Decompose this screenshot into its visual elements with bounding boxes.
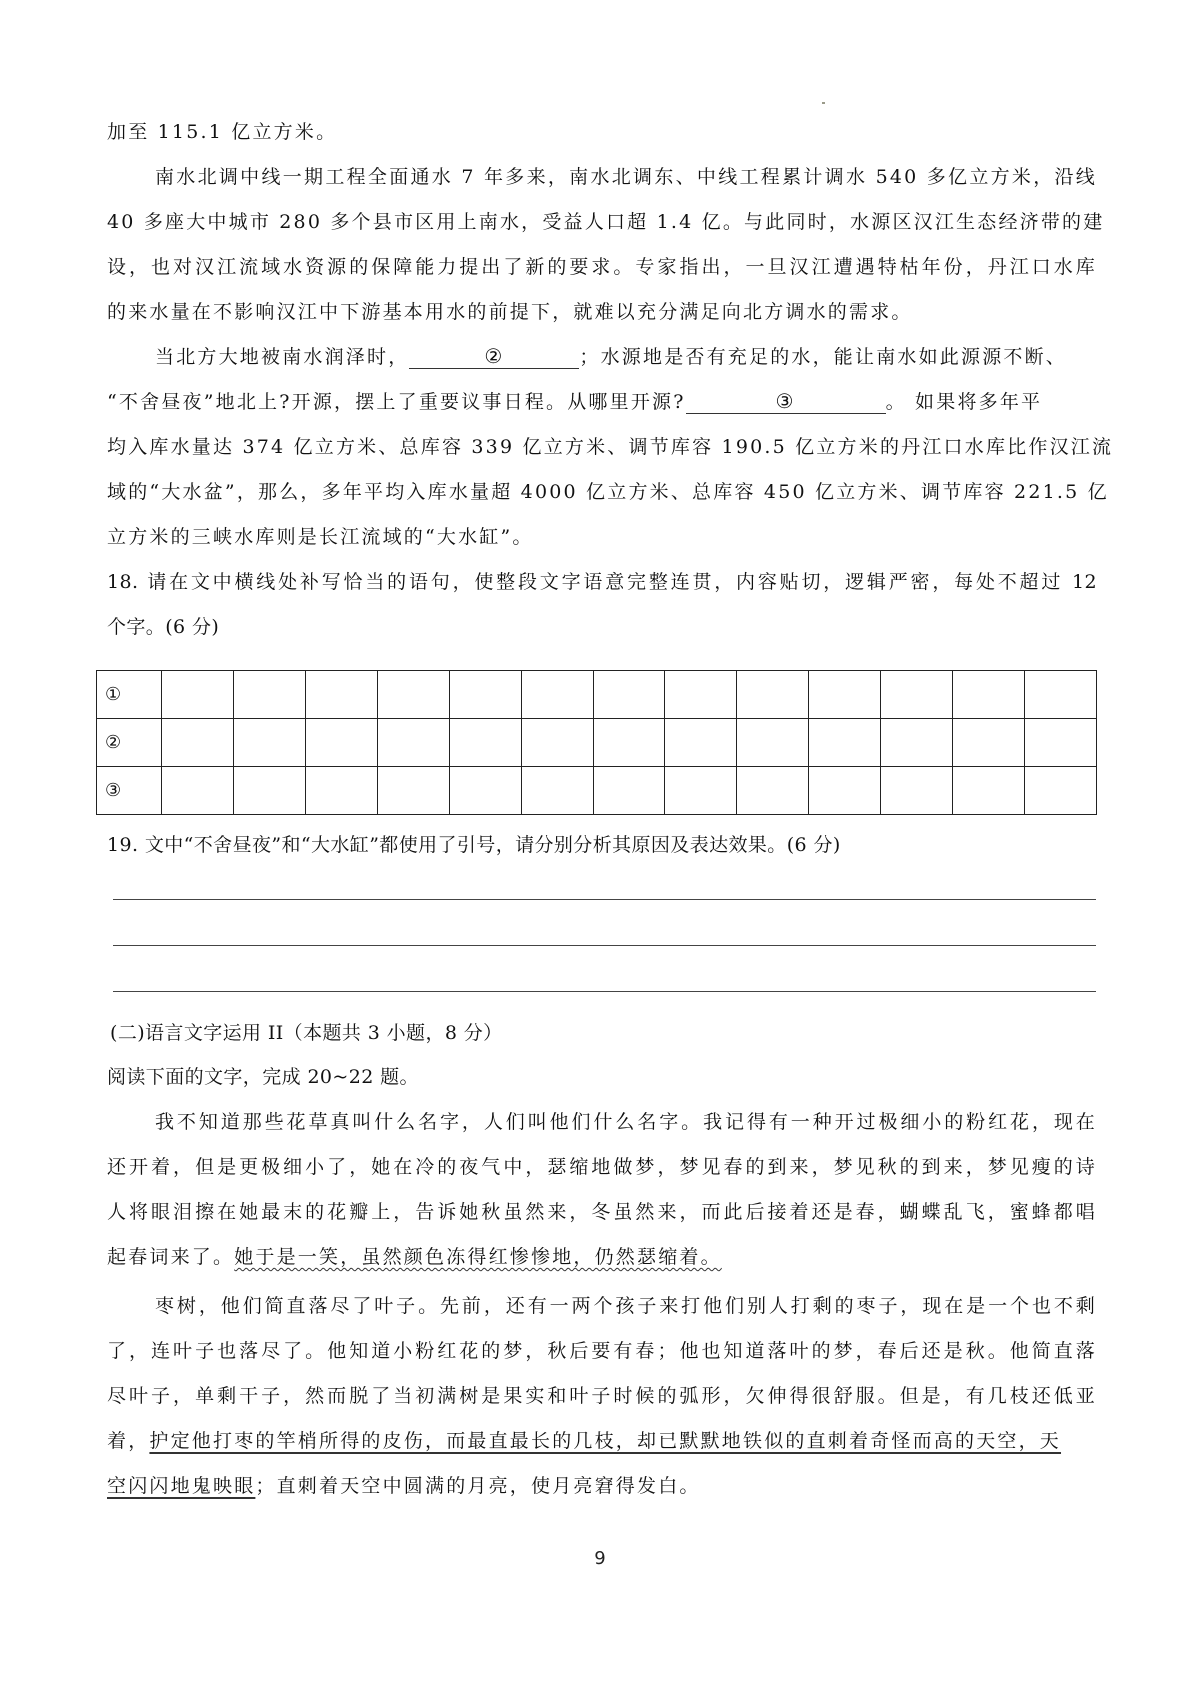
answer-line-2[interactable] bbox=[113, 945, 1096, 946]
underlined-sentence: 空闪闪地鬼映眼 bbox=[107, 1475, 256, 1497]
answer-row-1 bbox=[97, 671, 1097, 719]
answer-cell[interactable] bbox=[377, 719, 449, 767]
blank-number: ② bbox=[484, 344, 505, 368]
scan-artifact-dot bbox=[822, 102, 825, 104]
underlined-sentence: 护定他打枣的竿梢所得的皮伤，而最直最长的几枝，却已默默地铁似的直刺着奇怪而高的天空，天 bbox=[149, 1430, 1062, 1452]
answer-cell[interactable] bbox=[809, 767, 881, 815]
answer-cell[interactable] bbox=[665, 671, 737, 719]
text-segment: ；水源地是否有充足的水，能让南水如此源源不断、 bbox=[579, 346, 1068, 368]
passage-line: 的来水量在不影响汉江中下游基本用水的前提下，就难以充分满足向北方调水的需求。 bbox=[107, 301, 913, 323]
answer-cell[interactable] bbox=[233, 719, 305, 767]
answer-line-1[interactable] bbox=[113, 899, 1096, 900]
answer-cell[interactable] bbox=[665, 767, 737, 815]
answer-cell[interactable] bbox=[233, 767, 305, 815]
passage-line bbox=[107, 1427, 1097, 1455]
blank-number: ③ bbox=[775, 389, 796, 413]
text-segment: 。 如果将多年平 bbox=[885, 391, 1043, 413]
passage-line: 加至 115.1 亿立方米。 bbox=[107, 121, 338, 143]
answer-cell[interactable] bbox=[162, 719, 234, 767]
answer-cell[interactable] bbox=[881, 767, 953, 815]
answer-cell[interactable] bbox=[305, 671, 377, 719]
text-segment: 着， bbox=[107, 1430, 150, 1452]
passage-line: 我不知道那些花草真叫什么名字，人们叫他们什么名字。我记得有一种开过极细小的粉红花，现在 bbox=[155, 1111, 1097, 1133]
answer-cell[interactable] bbox=[809, 719, 881, 767]
passage-line bbox=[107, 1472, 1097, 1500]
row-label: ① bbox=[97, 671, 162, 719]
passage-line: 均入库水量达 374 亿立方米、总库容 339 亿立方米、调节库容 190.5 亿立方米的丹江口水库比作汉江流 bbox=[107, 436, 1114, 458]
answer-cell[interactable] bbox=[593, 719, 665, 767]
answer-cell[interactable] bbox=[881, 719, 953, 767]
answer-cell[interactable] bbox=[953, 767, 1025, 815]
text-segment: ；直刺着天空中圆满的月亮，使月亮窘得发白。 bbox=[255, 1475, 701, 1497]
question-18-prompt-cont: 个字。(6 分) bbox=[107, 616, 220, 638]
answer-cell[interactable] bbox=[521, 719, 593, 767]
answer-cell[interactable] bbox=[1025, 671, 1097, 719]
answer-cell[interactable] bbox=[521, 767, 593, 815]
text-segment: 当北方大地被南水润泽时， bbox=[155, 346, 410, 368]
answer-cell[interactable] bbox=[809, 671, 881, 719]
answer-cell[interactable] bbox=[305, 767, 377, 815]
question-19-prompt: 19. 文中“不舍昼夜”和“大水缸”都使用了引号，请分别分析其原因及表达效果。(6 分) bbox=[107, 834, 841, 856]
answer-cell[interactable] bbox=[665, 719, 737, 767]
passage-line: 人将眼泪擦在她最末的花瓣上，告诉她秋虽然来，冬虽然来，而此后接着还是春，蝴蝶乱飞，蜜蜂都唱 bbox=[107, 1201, 1097, 1223]
answer-cell[interactable] bbox=[953, 671, 1025, 719]
passage-line: 域的“大水盆”，那么，多年平均入库水量超 4000 亿立方米、总库容 450 亿立方米、调节库容 221.5 亿 bbox=[107, 481, 1109, 503]
answer-grid-q18 bbox=[96, 670, 1097, 815]
answer-cell[interactable] bbox=[737, 719, 809, 767]
answer-cell[interactable] bbox=[162, 671, 234, 719]
answer-cell[interactable] bbox=[449, 767, 521, 815]
passage-line-with-blank-2 bbox=[155, 343, 1097, 371]
passage-line: 还开着，但是更极细小了，她在冷的夜气中，瑟缩地做梦，梦见春的到来，梦见秋的到来，梦见瘦的诗 bbox=[107, 1156, 1097, 1178]
answer-cell[interactable] bbox=[593, 671, 665, 719]
section-heading: (二)语言文字运用 II（本题共 3 小题，8 分） bbox=[110, 1022, 503, 1044]
answer-cell[interactable] bbox=[233, 671, 305, 719]
page-number: 9 bbox=[594, 1548, 606, 1569]
answer-cell[interactable] bbox=[162, 767, 234, 815]
answer-row-3 bbox=[97, 767, 1097, 815]
passage-line: 了，连叶子也落尽了。他知道小粉红花的梦，秋后要有春；他也知道落叶的梦，春后还是秋。他简直落 bbox=[107, 1340, 1097, 1362]
passage-line: 40 多座大中城市 280 多个县市区用上南水，受益人口超 1.4 亿。与此同时，水源区汉江生态经济带的建 bbox=[107, 211, 1105, 233]
answer-cell[interactable] bbox=[521, 671, 593, 719]
wavy-underlined-sentence: 她于是一笑，虽然颜色冻得红惨惨地，仍然瑟缩着。 bbox=[234, 1246, 722, 1268]
row-label: ② bbox=[97, 719, 162, 767]
passage-line: 尽叶子，单剩干子，然而脱了当初满树是果实和叶子时候的弧形，欠伸得很舒服。但是，有几枝还低亚 bbox=[107, 1385, 1097, 1407]
answer-cell[interactable] bbox=[449, 671, 521, 719]
answer-cell[interactable] bbox=[377, 671, 449, 719]
passage-line: 南水北调中线一期工程全面通水 7 年多来，南水北调东、中线工程累计调水 540 多亿立方米，沿线 bbox=[155, 166, 1097, 188]
row-label: ③ bbox=[97, 767, 162, 815]
answer-cell[interactable] bbox=[449, 719, 521, 767]
passage-line-with-blank-3 bbox=[107, 388, 1097, 416]
answer-cell[interactable] bbox=[953, 719, 1025, 767]
answer-cell[interactable] bbox=[881, 671, 953, 719]
answer-cell[interactable] bbox=[305, 719, 377, 767]
fill-in-blank-2[interactable] bbox=[409, 345, 579, 369]
answer-row-2 bbox=[97, 719, 1097, 767]
text-segment: “不舍昼夜”地北上?开源，摆上了重要议事日程。从哪里开源? bbox=[107, 391, 686, 413]
passage-line: 立方米的三峡水库则是长江流域的“大水缸”。 bbox=[107, 526, 534, 548]
passage-line bbox=[107, 1243, 1097, 1271]
answer-cell[interactable] bbox=[737, 767, 809, 815]
answer-cell[interactable] bbox=[1025, 719, 1097, 767]
answer-cell[interactable] bbox=[737, 671, 809, 719]
fill-in-blank-3[interactable] bbox=[686, 390, 886, 414]
question-18-prompt: 18. 请在文中横线处补写恰当的语句，使整段文字语意完整连贯，内容贴切，逻辑严密，每处不超过 12 bbox=[107, 571, 1097, 593]
passage-line: 枣树，他们简直落尽了叶子。先前，还有一两个孩子来打他们别人打剩的枣子，现在是一个也不剩 bbox=[155, 1295, 1097, 1317]
answer-cell[interactable] bbox=[593, 767, 665, 815]
passage-line: 设，也对汉江流域水资源的保障能力提出了新的要求。专家指出，一旦汉江遭遇特枯年份，丹江口水库 bbox=[107, 256, 1097, 278]
answer-cell[interactable] bbox=[1025, 767, 1097, 815]
answer-line-3[interactable] bbox=[113, 991, 1096, 992]
text-segment: 起春词来了。 bbox=[107, 1246, 235, 1268]
section-instruction: 阅读下面的文字，完成 20~22 题。 bbox=[107, 1066, 419, 1088]
answer-cell[interactable] bbox=[377, 767, 449, 815]
